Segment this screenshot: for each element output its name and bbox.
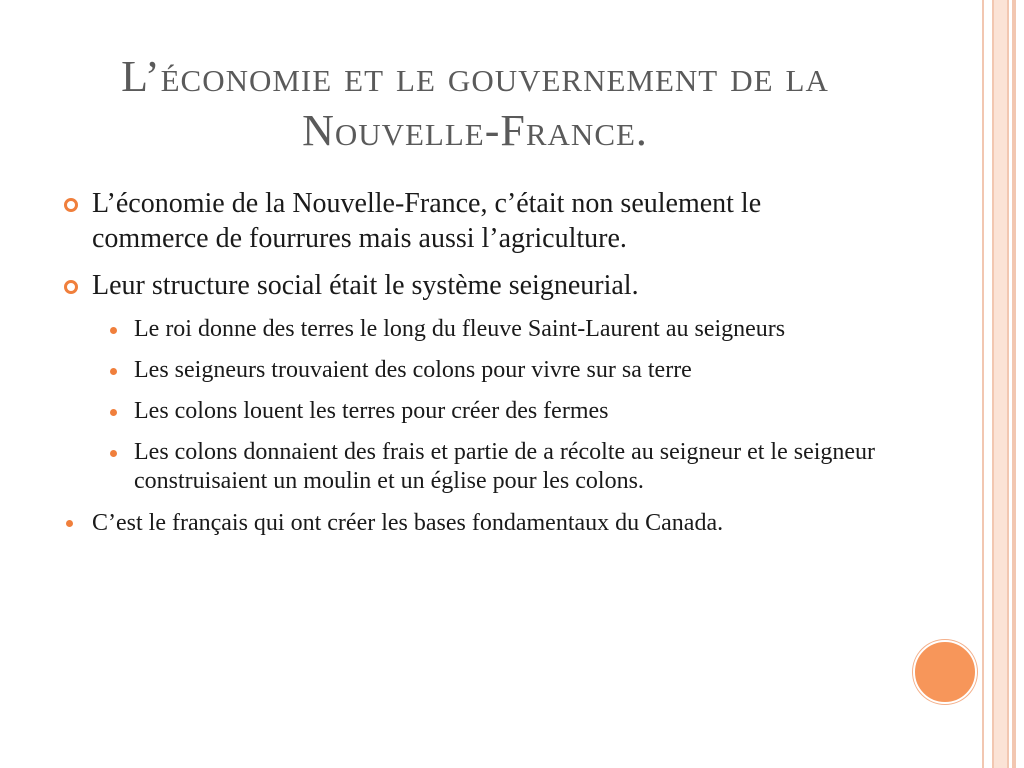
sub-bullet-item <box>62 438 882 496</box>
dot-bullet-icon <box>110 409 117 416</box>
bullet-item <box>62 268 882 303</box>
dot-bullet-icon <box>110 368 117 375</box>
bullet-text: Leur structure social était le système seigneurial. <box>92 270 639 301</box>
slide-content <box>62 186 882 538</box>
sub-bullet-text: Les seigneurs trouvaient des colons pour vivre sur sa terre <box>134 357 692 383</box>
dot-bullet-icon <box>110 450 117 457</box>
sub-bullet-item <box>62 356 882 385</box>
slide-title-line1: L’économie et le gouvernement de la <box>121 52 829 101</box>
bullet-text: C’est le français qui ont créer les bases fondamentaux du Canada. <box>92 510 724 536</box>
sub-bullet-item <box>62 397 882 426</box>
sub-bullet-text: Les colons donnaient des frais et partie de a récolte au seigneur et le seigneur construisaient un moulin et un église pour les colons. <box>134 439 876 494</box>
bullet-item <box>62 508 882 538</box>
slide-title-line2: Nouvelle-France. <box>302 106 648 155</box>
dot-bullet-icon <box>110 327 117 334</box>
stripe-line <box>982 0 984 768</box>
stripe-band <box>992 0 1009 768</box>
sub-bullet-item <box>62 315 882 344</box>
dot-bullet-icon <box>66 520 73 527</box>
ring-bullet-icon <box>64 198 78 212</box>
sub-bullet-text: Les colons louent les terres pour créer des fermes <box>134 398 609 424</box>
slide-title <box>60 50 890 158</box>
bullet-text: L’économie de la Nouvelle-France, c’était non seulement le commerce de fourrures mais aussi l’agriculture. <box>92 188 762 254</box>
ring-bullet-icon <box>64 280 78 294</box>
decorative-circle <box>913 640 977 704</box>
sub-bullet-text: Le roi donne des terres le long du fleuve Saint-Laurent au seigneurs <box>134 316 786 342</box>
decorative-stripes <box>982 0 1024 768</box>
stripe-line <box>1012 0 1016 768</box>
bullet-item <box>62 186 882 256</box>
